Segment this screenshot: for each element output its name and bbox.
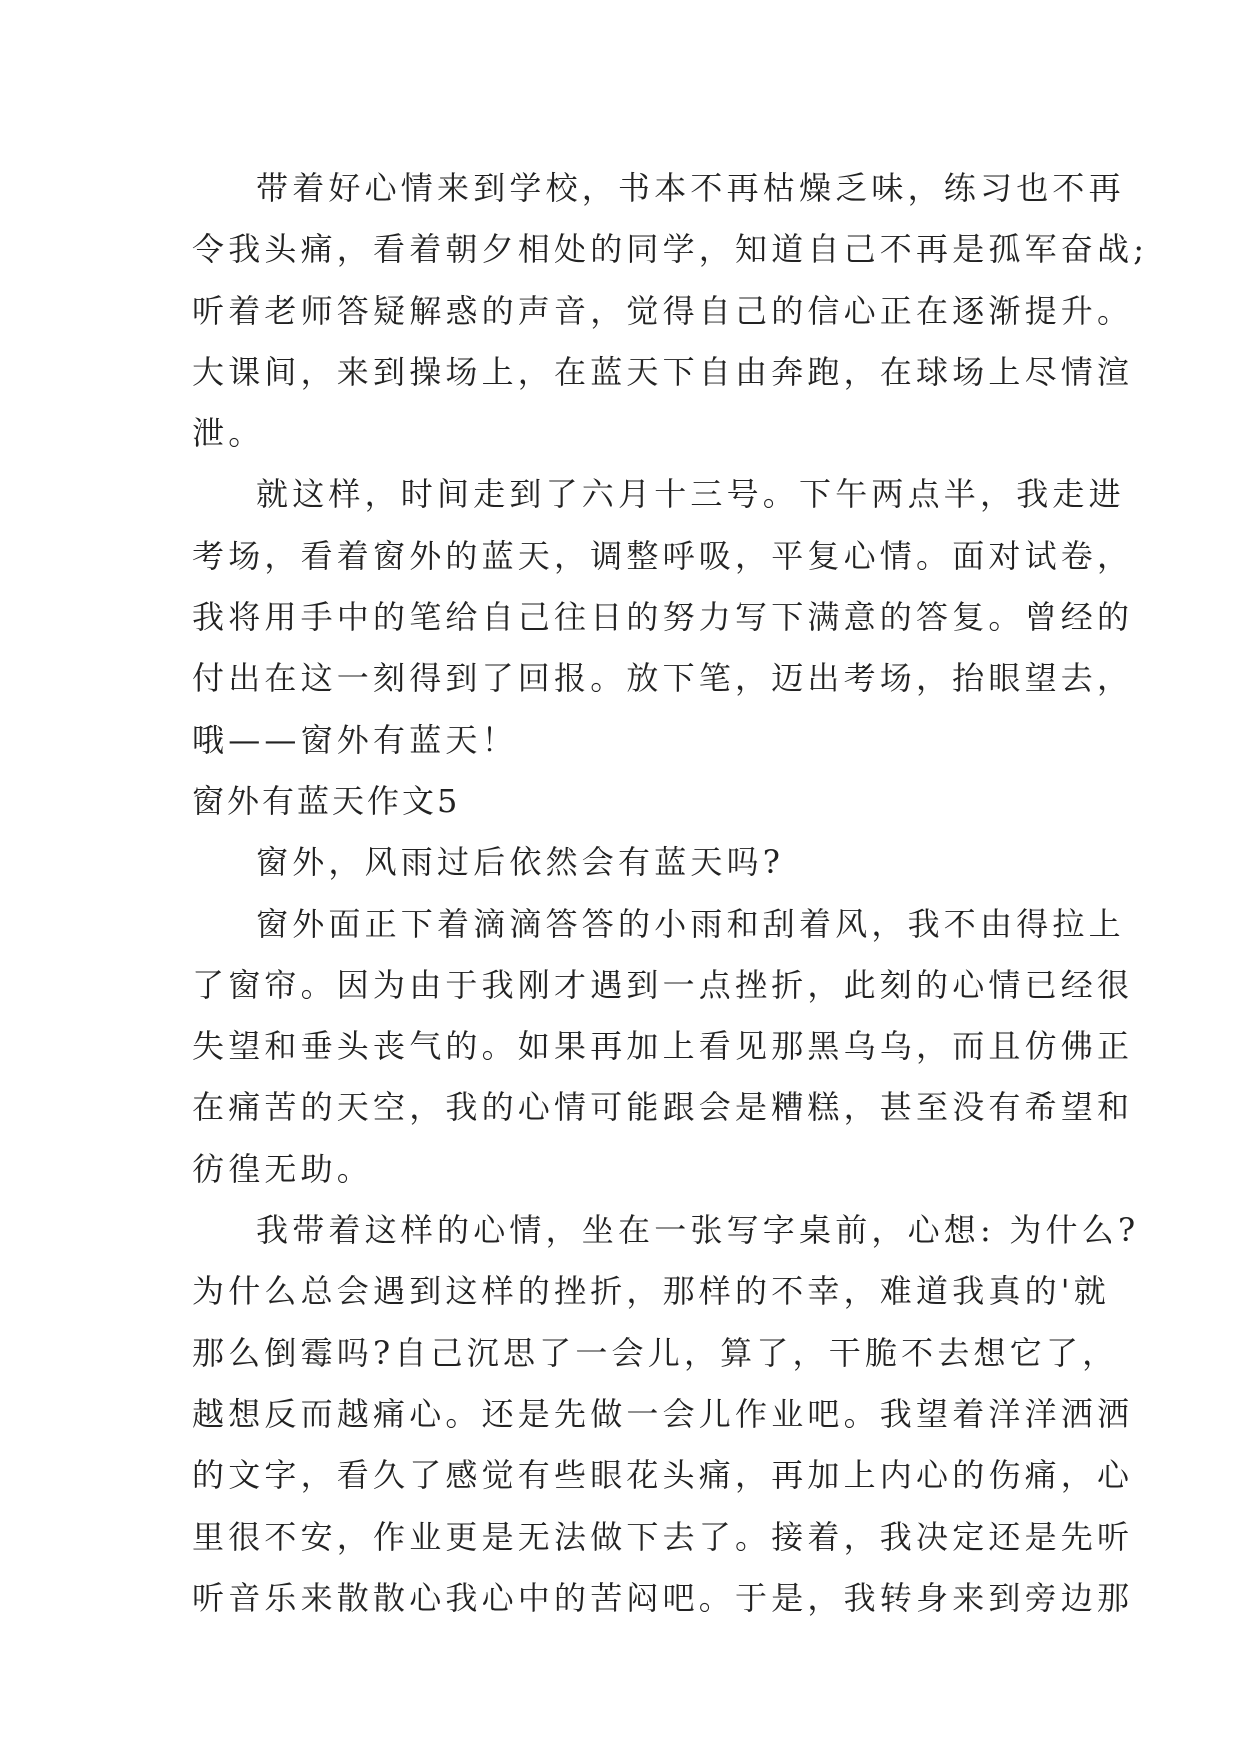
- text-line: 哦——窗外有蓝天！: [192, 720, 518, 759]
- text-line: 泄。: [192, 414, 265, 453]
- text-line: 里很不安，作业更是无法做下去了。接着，我决定还是先听: [192, 1517, 1134, 1556]
- section-heading: 窗外有蓝天作文5: [192, 781, 461, 820]
- text-line: 听音乐来散散心我心中的苦闷吧。于是，我转身来到旁边那: [192, 1578, 1134, 1617]
- text-line: 大课间，来到操场上，在蓝天下自由奔跑，在球场上尽情渲: [192, 352, 1134, 391]
- text-line: 带着好心情来到学校，书本不再枯燥乏味，练习也不再: [256, 169, 1125, 207]
- text-line: 窗外，风雨过后依然会有蓝天吗?: [256, 843, 785, 882]
- document-body: [192, 158, 1149, 1629]
- text-line: 失望和垂头丧气的。如果再加上看见那黑乌乌，而且仿佛正: [192, 1027, 1134, 1066]
- text-line: 听着老师答疑解惑的声音，觉得自己的信心正在逐渐提升。: [192, 291, 1134, 330]
- text-line: 彷徨无助。: [192, 1149, 374, 1188]
- text-line: 令我头痛，看着朝夕相处的同学，知道自己不再是孤军奋战;: [192, 230, 1149, 269]
- text-line: 为什么总会遇到这样的挫折，那样的不幸，难道我真的'就: [192, 1272, 1110, 1311]
- text-line: 越想反而越痛心。还是先做一会儿作业吧。我望着洋洋洒洒: [192, 1394, 1134, 1433]
- text-line: 我将用手中的笔给自己往日的努力写下满意的答复。曾经的: [192, 598, 1134, 637]
- text-line: 考场，看着窗外的蓝天，调整呼吸，平复心情。面对试卷，: [192, 536, 1134, 575]
- text-line: 窗外面正下着滴滴答答的小雨和刮着风，我不由得拉上: [256, 904, 1125, 943]
- text-line: 的文字，看久了感觉有些眼花头痛，再加上内心的伤痛，心: [192, 1456, 1134, 1495]
- text-line: 那么倒霉吗?自己沉思了一会儿，算了，干脆不去想它了，: [192, 1333, 1119, 1372]
- text-line: 在痛苦的天空，我的心情可能跟会是糟糕，甚至没有希望和: [192, 1088, 1134, 1127]
- text-line: 我带着这样的心情，坐在一张写字桌前，心想: 为什么?: [256, 1211, 1140, 1250]
- text-line: 就这样，时间走到了六月十三号。下午两点半，我走进: [256, 475, 1125, 514]
- text-line: 了窗帘。因为由于我刚才遇到一点挫折，此刻的心情已经很: [192, 965, 1134, 1004]
- text-line: 付出在这一刻得到了回报。放下笔，迈出考场，抬眼望去，: [192, 659, 1134, 698]
